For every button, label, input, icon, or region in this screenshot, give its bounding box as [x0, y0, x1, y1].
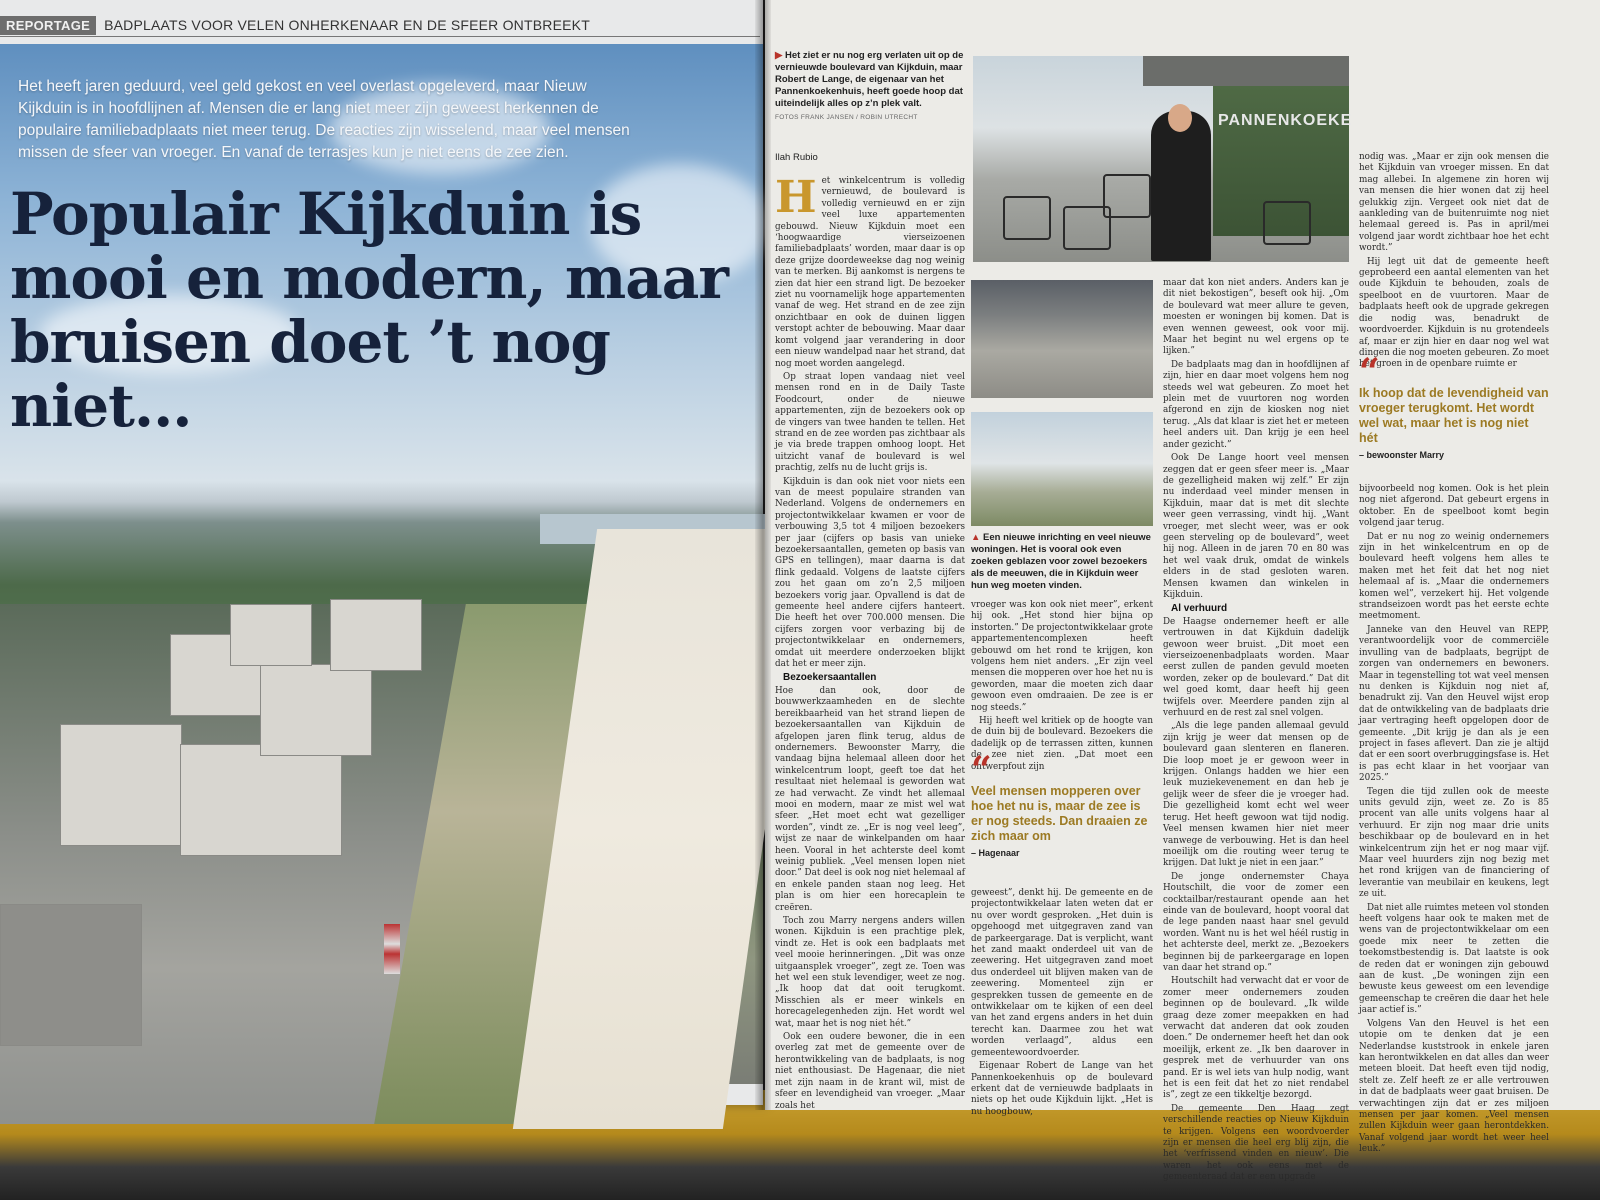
restaurant-sign: PANNENKOEKE [1218, 112, 1353, 129]
seagull-photo [971, 412, 1153, 526]
article-column-3: maar dat kon niet anders. Anders kan je dit niet bekostigen”, beseft ook hij. „Om de boulevard wat meer allure te geven, moesten er woningen bij komen. Dat is even wennen geweest, ook voor mij. Maar het begint nu wel ergens op te lijken.” De badplaats mag dan in hoofdlijnen af zijn, hier en daar moet volgens hem nog steeds wel wat gebeuren. Zo moet het plein met de vuurtoren nog worden afgerond en zijn de kiosken nog niet terug. „Als dat klaar is ziet het er meteen heel anders uit. Dan krijg je een heel ander gezicht.” Ook De Lange hoort veel mensen zeggen dat er geen sfeer meer is. „Maar de gezelligheid maken wij zelf.” Er zijn nu inderdaad veel minder mensen in Kijkduin, maar dat is met dit slechte weer geen verrassing, vindt hij. „Want vroeger, met slecht weer, was er ook geen sterveling op de boulevard”, weet hij nog. Alleen in de jaren 70 en 80 was het wel vaak druk, omdat de winkels elders in de stad gesloten waren. Mensen kwamen dan winkelen in Kijkduin. Al verhuurd De Haagse ondernemer heeft er alle vertrouwen in dat Kijkduin dadelijk gewoon weer bruist. „Dit moet een vierseizoenenbadplaats worden. Maar eerst zullen de panden gevuld moeten worden, zeker op de boulevard.” Dat dit wel goed komt, daar heeft hij geen twijfels over. Meerdere panden zijn al verhuurd en de rest zal snel volgen. „Als die lege panden allemaal gevuld zijn krijg je weer dat mensen op de boulevard gaan slenteren en flaneren. Die loop moet je er gewoon weer in krijgen. Onlangs hadden we hier een leuk muziekevenement en dan heb je gelijk weer de sfeer die je vroeger had. Die gezelligheid komt echt wel weer terug. Het heeft gewoon wat tijd nodig. Veel mensen kwamen hier niet meer vanwege de verbouwing. Het is dan heel moeilijk om die routing weer terug te krijgen. Dat lukt je niet in een jaar.” De jonge ondernemster Chaya Houtschilt, die voor de zomer een cocktailbar/restaurant opende aan het einde van de boulevard, hoopt vooral dat de lege panden naast haar snel gevuld worden. Want nu is het wel héél rustig in het achterste deel, merkt ze. „Bezoekers beginnen bij de parkeergarage en lopen van daar het strand op.” Houtschilt had verwacht dat er voor de zomer meer ondernemers zouden beginnen op de boulevard. „Ik wilde graag deze zomer meepakken en had verwacht dat anderen dat ook zouden doen.” De ondernemer heeft het dan ook moeilijk, erkent ze. „Ik ben daarover in gesprek met de verhuurder van ons pand. Er is wel iets van hulp nodig, want het is een feit dat het zo niet rendabel is”, zegt ze een tikkeltje bezorgd. De gemeente Den Haag zegt verschillende reacties op Nieuw Kijkduin te krijgen. Volgens een woordvoerder zijn er mensen die heel erg blij zijn, die het ‘verfrissend vinden en nieuw’. Die waren het ook eens met de gemeenteraad dat er een upgrade [1163, 278, 1349, 1183]
subhead-al-verhuurd: Al verhuurd [1171, 603, 1228, 615]
pull-quote-hagenaar: “ Veel mensen mopperen over hoe het nu is, maar de zee is er nog steeds. Dan draaien ze zich maar om – Hagenaar [971, 749, 1148, 858]
small-photo-caption: ▲ Een nieuwe inrichting en veel nieuwe woningen. Het is vooral ook even zoeken geblazen voor zowel bezoekers als de meeuwen, die in Kijkduin weer hun weg moeten vinden. [971, 532, 1151, 591]
article-column-4b: bijvoorbeeld nog komen. Ook is het plein nog niet afgerond. Dat gebeurt ergens in oktober. En de speelboot komt begin volgend jaar terug. Dat er nu nog zo weinig ondernemers zijn in het winkelcentrum en op de boulevard heeft volgens hem alles te maken met het feit dat het nog niet helemaal af is. „Maar die ondernemers komen wel”, verzekert hij. Het volgende strandseizoen wordt pas het eerste echte meetmoment. Janneke van den Heuvel van REPP, verantwoordelijk voor de commerciële invulling van de badplaats, begrijpt de zorgen van ondernemers en bewoners. Maar in tegenstelling tot wat veel mensen nu denken is Kijkduin nog niet af, benadrukt zij. Van den Heuvel wijst erop dat de ontwikkeling van de badplaats drie jaar vertraging heeft opgelopen door de gemeente. „Dit krijg je dan als je een project in fases aflevert. Dan zie je altijd dat er een soort overbruggingsfase is. Het is pas echt klaar in het voorjaar van 2025.” Tegen die tijd zullen ook de meeste units gevuld zijn, weet ze. Zo is 85 procent van alle units volgens haar al verhuurd. Er zijn nog maar drie units beschikbaar op de boulevard en in het winkelcentrum zijn het er nog maar vijf. Maar veel huurders zijn nog bezig met het rond krijgen van de financiering of leverantie van meubilair en keukens, legt ze uit. Dat niet alle ruimtes meteen vol stonden heeft volgens haar ook te maken met de wens van de projectontwikkelaar om een goede mix neer te zetten die toekomstbestendig is. Dat laatste is ook de reden dat er woningen zijn gebouwd aan de kust. „De woningen zijn een bewuste keus geweest om een levendige gemeenschap te creëren die daar het hele jaar actief is.” Volgens Van den Heuvel is het een utopie om te denken dat je een Nederlandse kuststrook in enkele jaren kan herontwikkelen en dat alles dan weer meteen bloeit. Dat heeft even tijd nodig, stelt ze. Zelf heeft ze er alle vertrouwen in dat de badplaats weer gaat bruisen. De verwachtingen zijn dat er zes miljoen mensen per jaar komen. „Veel mensen zullen Kijkduin weer gaan herontdekken. Vanaf volgend jaar wordt het weer heel leuk.” [1359, 484, 1549, 1155]
section-header [0, 14, 760, 37]
article-lede: Het heeft jaren geduurd, veel geld gekost en veel overlast opgeleverd, maar Nieuw Kijkduin is in hoofdlijnen af. Mensen die er lang niet meer zijn geweest herkennen de populaire familiebadplaats niet meer terug. De reacties zijn wisselend, maar veel mensen missen de sfeer van vroeger. En vanaf de terrasjes kun je niet eens de zee zien. [18, 77, 630, 161]
section-kicker: REPORTAGE [0, 16, 96, 35]
photo-credit: FOTOS FRANK JANSEN / ROBIN UTRECHT [775, 114, 918, 121]
article-column-2b: geweest”, denkt hij. De gemeente en de projectontwikkelaar laten weten dat er nu over wordt gesproken. „Het duin is opgehoogd met uitgegraven zand van de parkeergarage. Dat is verplicht, want het zand maakt onderdeel uit van de zeewering. Het uitgegraven zand moet dus onderdeel uit blijven maken van de zeewering. Momenteel zijn er gesprekken tussen de gemeente en de ontwikkelaar om te kijken of een deel van het zand ergens anders in het duin terecht kan. Daarmee zou het wat worden verlaagd”, aldus een gemeentewoordvoerder. Eigenaar Robert de Lange van het Pannenkoekenhuis op de boulevard erkent dat de vernieuwde badplaats in niets op het oude Kijkduin lijkt. „Het is nu hoogbouw, [971, 888, 1153, 1117]
main-photo-caption: ▶ Het ziet er nu nog erg verlaten uit op de vernieuwde boulevard van Kijkduin, maar Robert de Lange, de eigenaar van het Pannenkoekenhuis, heeft goede hoop dat uiteindelijk alles op z’n plek valt. FOTOS FRANK JANSEN / ROBIN UTRECHT [775, 50, 965, 124]
restaurant-owner-photo [973, 56, 1353, 262]
headline: Populair Kijkduin is mooi en modern, maar bruisen doet ’t nog niet... [10, 180, 728, 440]
left-page [0, 0, 763, 1105]
drop-cap: H [775, 172, 817, 223]
page-fold [755, 0, 771, 1110]
pull-quote-marry: “ Ik hoop dat de levendigheid van vroeger terugkomt. Het wordt wel wat, maar het is nog niet hét – bewoonster Marry [1359, 351, 1549, 460]
article-column-4a: nodig was. „Maar er zijn ook mensen die het Kijkduin van vroeger missen. En dat mag allebei. In algemene zin horen wij van mensen die hier wonen dat zij heel gelukkig zijn. Vergeet ook niet dat de aankleding van de buitenruimte nog niet helemaal gereed is. Pas in april/mei volgend jaar wordt zichtbaar hoe het echt wordt.” Hij legt uit dat de gemeente heeft geprobeerd een aantal elementen van het oude Kijkduin te behouden, zoals de speelboot en de vuurtoren. Maar de badplaats heeft ook de upgrade gekregen die nodig was, benadrukt de woordvoerder. Kijkduin is nu grotendeels af, maar er zijn hier en daar nog wel wat dingen die nog moeten gebeuren. Zo moet het groen in de openbare ruimte er [1359, 152, 1549, 370]
construction-photo [971, 280, 1153, 398]
article-column-2a: vroeger was kon ook niet meer”, erkent hij ook. „Het stond hier bijna op instorten.” De projectontwikkelaar grote appartementencomplexen heeft gebouwd om het rond te krijgen, kon volgens hem niet anders. „Er zijn veel mensen die mopperen over hoe het nu is geworden, maar die moeten zich daar gewoon even omdraaien. De zee is er nog steeds.” Hij heeft wel kritiek op de hoogte van de duin bij de boulevard. Bezoekers die dadelijk op de terrassen zitten, kunnen de zee niet zien. „Dat moet een ontwerpfout zijn [971, 600, 1153, 772]
section-title: BADPLAATS VOOR VELEN ONHERKENAAR EN DE SFEER ONTBREEKT [104, 17, 590, 33]
byline: Ilah Rubio [775, 152, 818, 163]
lighthouse [384, 924, 400, 974]
article-column-1: Het winkelcentrum is volledig vernieuwd, de boulevard is volledig vernieuwd en er zijn veel luxe appartementen gebouwd. Nieuw Kijkduin moet een ‘hoogwaardige vierseizoenen familiebadplaats’ worden, maar daar is op deze grijze doordeweekse dag nog weinig van te merken. Bij aankomst is nergens te zien dat hier een strand ligt. De bezoeker ziet nu voornamelijk hoge appartementen vanaf de weg. Het strand en de zee zijn onzichtbaar en ook de duinen liggen verstopt achter de bebouwing. Maar daar komt volgend jaar verandering in door een nieuw wandelpad naar het strand, dat nog moet worden aangelegd. Op straat lopen vandaag niet veel mensen rond en in de Daily Taste Foodcourt, onder de nieuwe appartementen, zijn de bezoekers ook op de vingers van twee handen te tellen. Het strand en de zee worden pas zichtbaar als je via brede trappen omhoog loopt. Het uitzicht vanaf de boulevard is wel prachtig, zelfs nu de lucht grijs is. Kijkduin is dan ook niet voor niets een van de meest populaire stranden van Nederland. Volgens de ondernemers en projectontwikkelaar kwamen er voor de verbouwing 3,5 tot 4 miljoen bezoekers per jaar (cijfers op basis van unieke bezoekersaantallen, gemeten op basis van GPS en tellingen), maar daarna is dat flink gedaald. Volgens de laatste cijfers zou het gaan om zo’n 2,5 miljoen bezoekers vorig jaar. Opvallend is dat de gemeente heel andere cijfers hanteert. Die heeft het over 700.000 mensen. Die cijfers zorgen voor verbazing bij de projectontwikkelaar en ondernemers, omdat uit meerdere onderzoeken blijkt dat het er meer zijn. Bezoekersaantallen Hoe dan ook, door de bouwwerkzaamheden en de slechte bereikbaarheid van het strand liepen de bezoekersaantallen van Kijkduin de afgelopen jaren flink terug, aldus de ondernemers. Bewoonster Marry, die vandaag bijna helemaal alleen door het winkelcentrum loopt, geeft toe dat het resultaat niet helemaal is geworden wat ze had verwacht. Ze vindt het allemaal mooi en modern, maar ze mist wel wat sfeer. „Het moet echt wat gezelliger worden”, vindt ze. „Er is nog veel leeg”, wijst ze naar de winkelpanden om haar heen. Vooral in het achterste deel komt weinig publiek. „Veel mensen lopen niet door.” Dat deel is ook nog niet helemaal af en enkele panden staan nog leeg. Het plan is om hier een horecaplein te creëren. Toch zou Marry nergens anders willen wonen. Kijkduin is een prachtige plek, vindt ze. Het is ook een badplaats met veel mooie herinneringen. „Dit was onze uitgaansplek vroeger”, zegt ze. Toen was het wel een stuk levendiger, weet ze nog. „Ik hoop dat dat ooit terugkomt. Misschien als er meer winkels en horecagelegenheden zijn. Het wordt wel wat, maar het is nog niet hét.” Ook een oudere bewoner, die in een overleg zat met de gemeente over de herontwikkeling van de badplaats, is nog niet enthousiast. De Hagenaar, die niet met zijn naam in de krant wil, mist de sfeer en levendigheid van vroeger. „Maar zoals het [775, 172, 965, 1111]
subhead-bezoekersaantallen: Bezoekersaantallen [783, 672, 877, 684]
right-page [765, 0, 1600, 1183]
